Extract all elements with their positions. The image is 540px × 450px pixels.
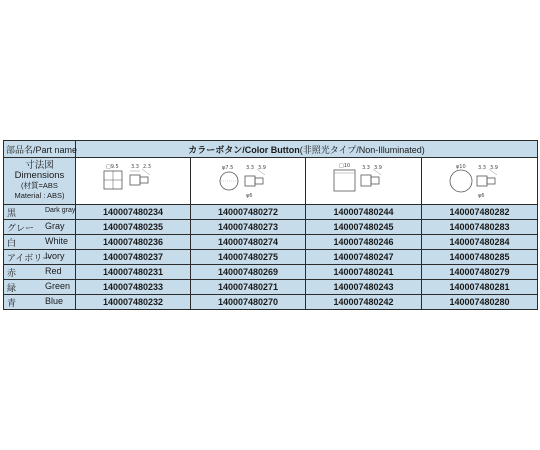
dim-label: 3.9	[489, 165, 498, 171]
part-number-cell: 140007480241	[306, 265, 422, 280]
color-name-jp: 白	[7, 238, 17, 248]
dim-label: 2.3	[143, 164, 151, 170]
dim-label: 3.3	[246, 165, 254, 171]
color-label-cell	[4, 295, 76, 310]
drawing-cell-1	[76, 158, 191, 205]
dim-label: □9.5	[106, 164, 119, 170]
dimensions-label	[4, 158, 76, 205]
color-button-spec-table	[3, 140, 537, 310]
color-label-cell	[4, 205, 76, 220]
part-number-cell: 140007480247	[306, 250, 422, 265]
color-label-cell	[4, 280, 76, 295]
dim-label: φ6	[246, 193, 253, 199]
part-number-cell: 140007480283	[422, 220, 538, 235]
color-name-en: Dark gray	[45, 207, 76, 214]
part-number-cell: 140007480237	[76, 250, 191, 265]
table-title-bold: カラーボタン/Color Button	[188, 144, 300, 155]
part-number-cell: 140007480284	[422, 235, 538, 250]
dim-label: 3.3	[131, 164, 139, 170]
table-title-light: (非照光タイプ/Non-Illuminated)	[299, 144, 425, 155]
dimensions-row	[4, 158, 538, 205]
color-name-en: White	[45, 236, 69, 246]
part-number-cell: 140007480236	[76, 235, 191, 250]
part-number-cell: 140007480242	[306, 295, 422, 310]
drawing-cell-4	[422, 158, 538, 205]
color-label-cell	[4, 220, 76, 235]
dim-label: 3.3	[477, 165, 486, 171]
dim-label: 3.3	[361, 165, 370, 171]
table-row	[4, 205, 538, 220]
color-name-en: Gray	[45, 221, 65, 231]
round-button-drawing	[213, 161, 283, 201]
part-number-cell: 140007480274	[191, 235, 306, 250]
color-label-cell	[4, 250, 76, 265]
drawing-cell-2	[191, 158, 306, 205]
color-name-en: Green	[45, 281, 71, 291]
color-name-en: Ivory	[45, 251, 65, 261]
dim-label: φ7.5	[222, 165, 234, 171]
square-large-button-drawing	[329, 161, 399, 201]
drawing-cell-3	[306, 158, 422, 205]
part-number-cell: 140007480271	[191, 280, 306, 295]
part-number-cell: 140007480243	[306, 280, 422, 295]
part-number-cell: 140007480280	[422, 295, 538, 310]
part-number-cell: 140007480245	[306, 220, 422, 235]
dim-label: □10	[338, 163, 350, 169]
part-number-cell: 140007480279	[422, 265, 538, 280]
table-row	[4, 280, 538, 295]
color-label-cell	[4, 265, 76, 280]
square-button-drawing	[98, 161, 168, 201]
round-large-button-drawing	[445, 161, 515, 201]
table-title	[76, 141, 538, 158]
dim-label: φ6	[477, 193, 484, 199]
table-row	[4, 235, 538, 250]
dimensions-label-jp: 寸法図	[25, 160, 54, 171]
part-number-cell: 140007480281	[422, 280, 538, 295]
color-name-en: Blue	[45, 296, 64, 306]
part-number-cell: 140007480246	[306, 235, 422, 250]
color-name-jp: グレー	[7, 223, 35, 233]
part-number-cell: 140007480270	[191, 295, 306, 310]
part-number-cell: 140007480231	[76, 265, 191, 280]
dim-label: 3.9	[258, 165, 266, 171]
table-row	[4, 265, 538, 280]
spec-table	[3, 140, 538, 310]
dim-label: φ10	[455, 164, 466, 170]
color-name-jp: 青	[7, 298, 17, 308]
part-number-cell: 140007480282	[422, 205, 538, 220]
color-name-jp: 緑	[7, 283, 17, 293]
table-row	[4, 250, 538, 265]
part-number-cell: 140007480272	[191, 205, 306, 220]
material-label-en: Material : ABS)	[14, 191, 65, 200]
color-label-cell	[4, 235, 76, 250]
color-name-jp: アイボリー	[7, 253, 52, 263]
part-number-cell: 140007480235	[76, 220, 191, 235]
dimensions-label-en: Dimensions	[14, 170, 65, 181]
part-number-cell: 140007480285	[422, 250, 538, 265]
part-number-cell: 140007480273	[191, 220, 306, 235]
part-number-cell: 140007480269	[191, 265, 306, 280]
table-row	[4, 220, 538, 235]
color-name-jp: 黒	[7, 208, 17, 218]
part-number-cell: 140007480275	[191, 250, 306, 265]
table-header-row	[4, 141, 538, 158]
color-name-jp: 赤	[7, 268, 17, 278]
part-number-cell: 140007480233	[76, 280, 191, 295]
part-number-cell: 140007480234	[76, 205, 191, 220]
part-number-cell: 140007480244	[306, 205, 422, 220]
dim-label: 3.9	[373, 165, 382, 171]
material-label-jp: (材質=ABS	[21, 181, 58, 190]
color-name-en: Red	[45, 266, 62, 276]
part-number-cell: 140007480232	[76, 295, 191, 310]
part-name-header: 部品名/Part name	[4, 141, 76, 158]
color-rows	[4, 205, 538, 310]
table-row	[4, 295, 538, 310]
